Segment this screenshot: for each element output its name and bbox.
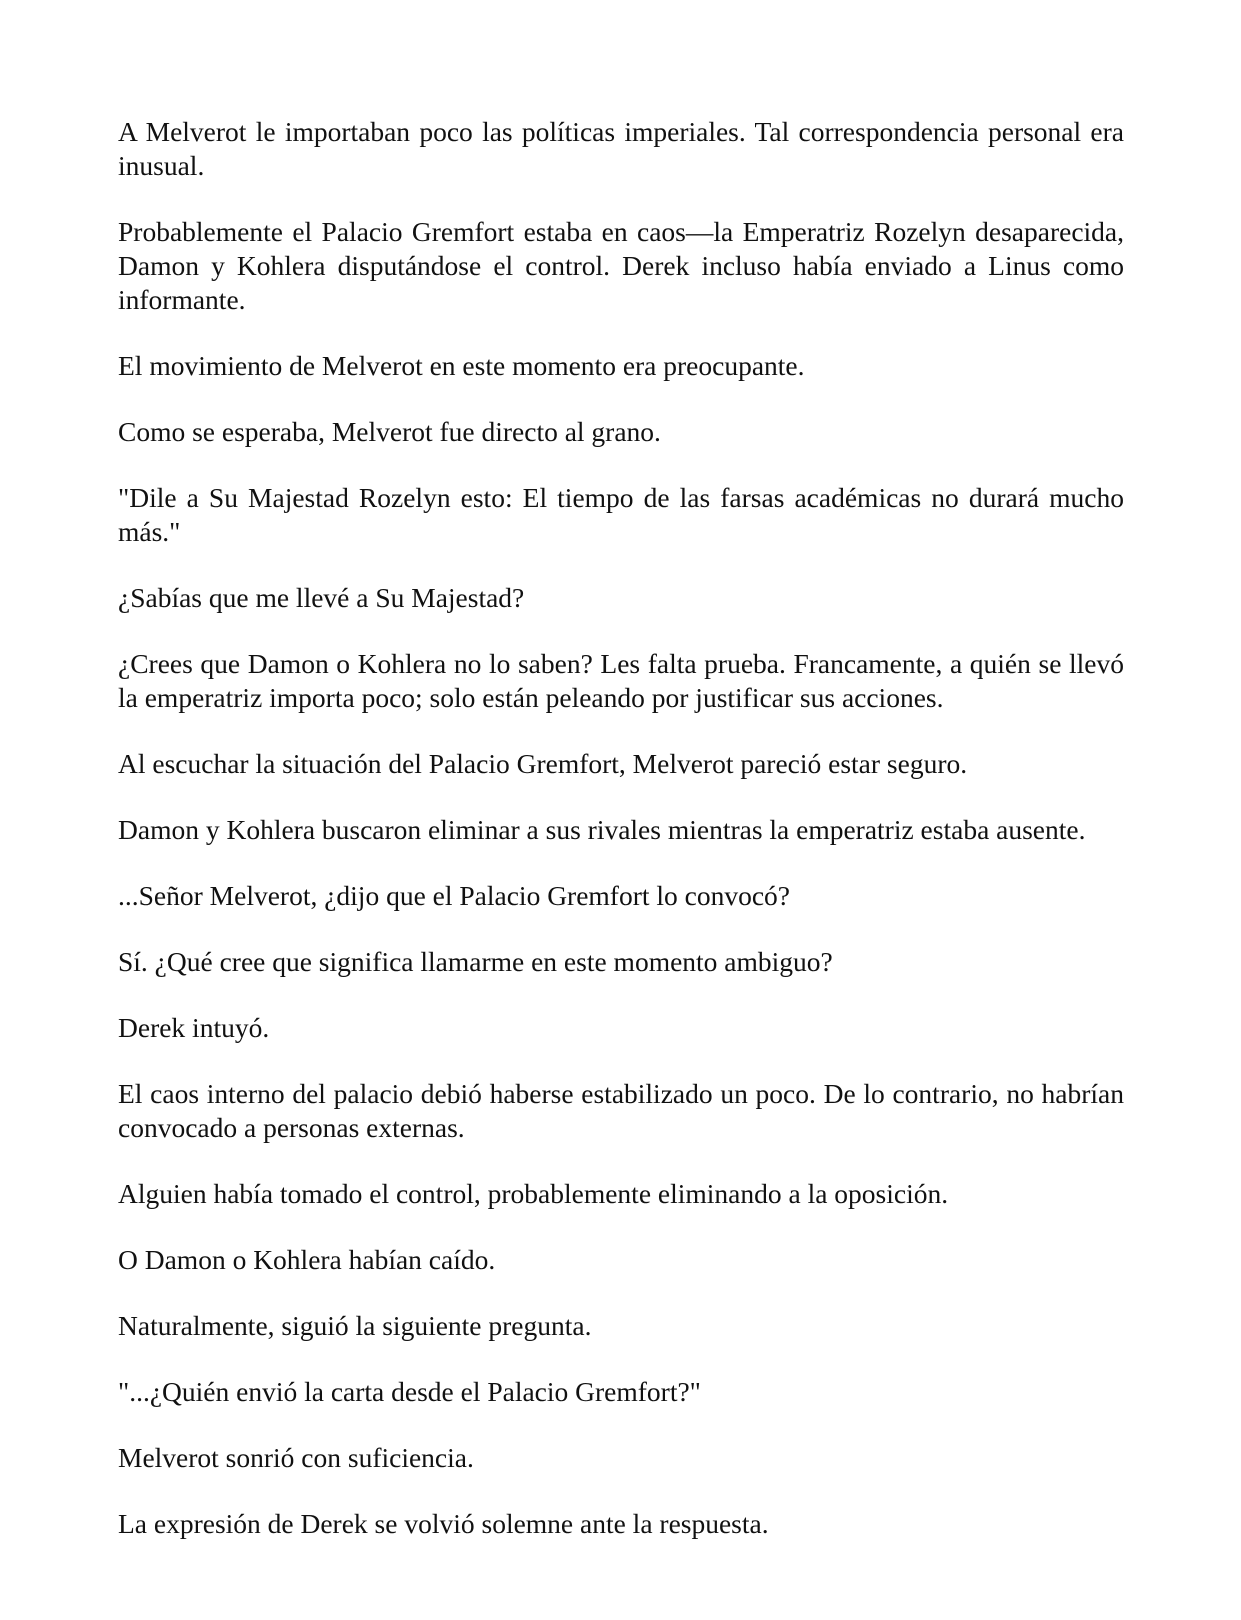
body-text — [118, 115, 1124, 1573]
paragraph-11: Sí. ¿Qué cree que significa llamarme en este momento ambiguo? — [118, 946, 833, 977]
paragraph-12: Derek intuyó. — [118, 1012, 270, 1043]
paragraph-19: La expresión de Derek se volvió solemne ante la respuesta. — [118, 1508, 769, 1539]
paragraph-10: ...Señor Melverot, ¿dijo que el Palacio Gremfort lo convocó? — [118, 880, 791, 911]
paragraph-6: ¿Sabías que me llevé a Su Majestad? — [118, 582, 525, 613]
paragraph-8: Al escuchar la situación del Palacio Gremfort, Melverot pareció estar seguro. — [118, 748, 968, 779]
paragraph-18: Melverot sonrió con suficiencia. — [118, 1442, 474, 1473]
paragraph-7: ¿Crees que Damon o Kohlera no lo saben? Les falta prueba. Francamente, a quién se llevó la emperatriz importa poco; solo están peleando por justificar sus acciones. — [118, 648, 1124, 713]
paragraph-15: O Damon o Kohlera habían caído. — [118, 1244, 496, 1275]
paragraph-4: Como se esperaba, Melverot fue directo al grano. — [118, 416, 661, 447]
paragraph-2: Probablemente el Palacio Gremfort estaba en caos—la Emperatriz Rozelyn desaparecida, Damon y Kohlera disputándose el control. Derek incluso había enviado a Linus como informante. — [118, 216, 1124, 315]
paragraph-17: "...¿Quién envió la carta desde el Palacio Gremfort?" — [118, 1376, 701, 1407]
paragraph-5: "Dile a Su Majestad Rozelyn esto: El tiempo de las farsas académicas no durará mucho más." — [118, 482, 1124, 547]
paragraph-13: El caos interno del palacio debió haberse estabilizado un poco. De lo contrario, no habrían convocado a personas externas. — [118, 1078, 1124, 1143]
paragraph-9: Damon y Kohlera buscaron eliminar a sus rivales mientras la emperatriz estaba ausente. — [118, 814, 1086, 845]
paragraph-14: Alguien había tomado el control, probablemente eliminando a la oposición. — [118, 1178, 949, 1209]
paragraph-3: El movimiento de Melverot en este momento era preocupante. — [118, 350, 805, 381]
paragraph-1: A Melverot le importaban poco las políticas imperiales. Tal correspondencia personal era inusual. — [118, 116, 1124, 181]
paragraph-16: Naturalmente, siguió la siguiente pregunta. — [118, 1310, 592, 1341]
